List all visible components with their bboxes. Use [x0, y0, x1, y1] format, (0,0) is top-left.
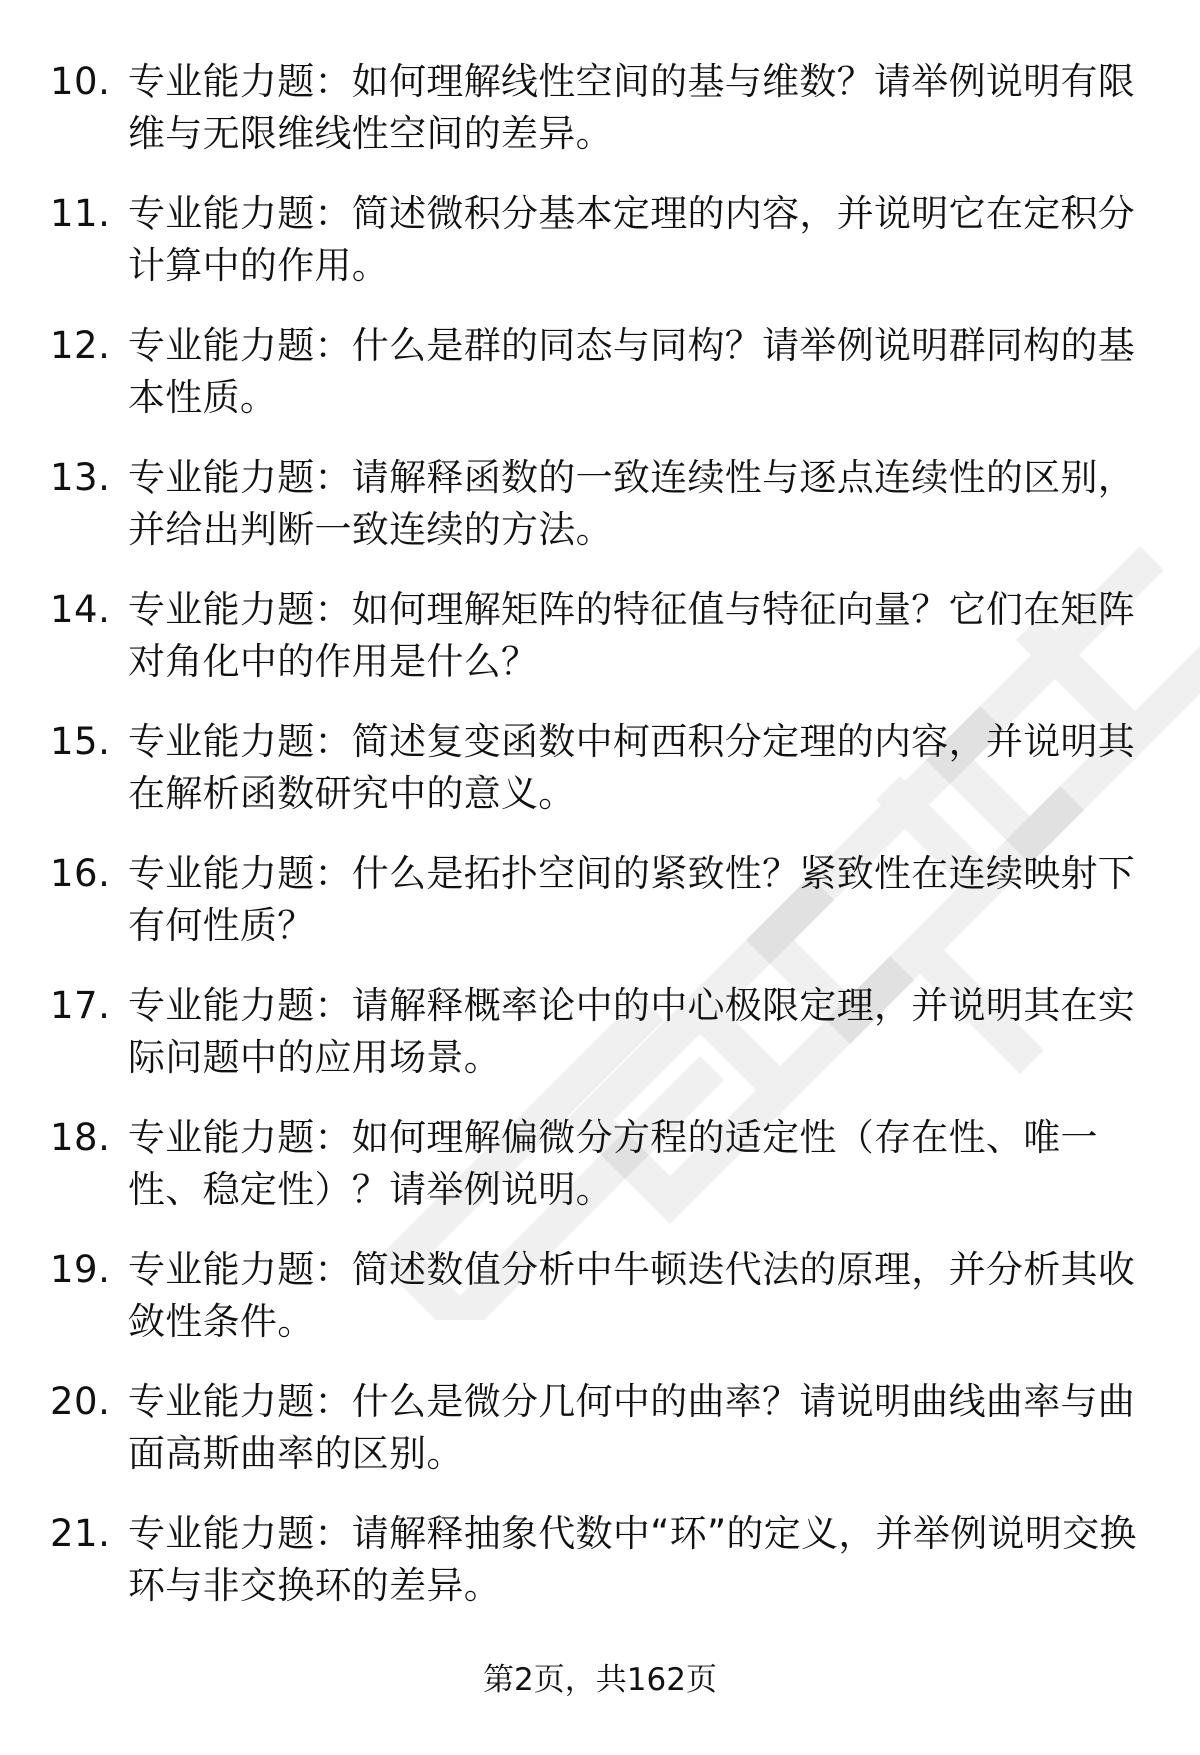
question-number: 17. — [50, 984, 111, 1027]
question-item — [50, 1112, 1150, 1244]
question-text: 专业能力题：简述微积分基本定理的内容，并说明它在定积分计算中的作用。 — [128, 192, 1136, 287]
question-item — [50, 1244, 1150, 1376]
question-item — [50, 452, 1150, 584]
question-number: 11. — [50, 192, 111, 235]
question-item — [50, 56, 1150, 188]
question-number: 20. — [50, 1380, 111, 1423]
question-text: 专业能力题：什么是群的同态与同构？请举例说明群同构的基本性质。 — [128, 324, 1136, 419]
question-text: 专业能力题：请解释概率论中的中心极限定理，并说明其在实际问题中的应用场景。 — [128, 984, 1136, 1079]
question-item — [50, 1376, 1150, 1508]
question-text: 专业能力题：请解释抽象代数中“环”的定义，并举例说明交换环与非交换环的差异。 — [128, 1512, 1137, 1607]
question-number: 21. — [50, 1512, 111, 1555]
question-number: 14. — [50, 588, 111, 631]
question-number: 10. — [50, 60, 111, 103]
question-item — [50, 848, 1150, 980]
page-footer — [0, 1660, 1200, 1700]
question-item — [50, 320, 1150, 452]
question-text: 专业能力题：如何理解线性空间的基与维数？请举例说明有限维与无限维线性空间的差异。 — [128, 60, 1136, 155]
question-text: 专业能力题：如何理解矩阵的特征值与特征向量？它们在矩阵对角化中的作用是什么？ — [128, 588, 1136, 683]
question-text: 专业能力题：什么是微分几何中的曲率？请说明曲线曲率与曲面高斯曲率的区别。 — [128, 1380, 1136, 1475]
question-list — [50, 56, 1150, 1640]
question-text: 专业能力题：简述复变函数中柯西积分定理的内容，并说明其在解析函数研究中的意义。 — [128, 720, 1136, 815]
question-item — [50, 188, 1150, 320]
question-text: 专业能力题：如何理解偏微分方程的适定性（存在性、唯一性、稳定性）？请举例说明。 — [128, 1116, 1098, 1211]
question-text: 专业能力题：简述数值分析中牛顿迭代法的原理，并分析其收敛性条件。 — [128, 1248, 1136, 1343]
question-text: 专业能力题：请解释函数的一致连续性与逐点连续性的区别，并给出判断一致连续的方法。 — [128, 456, 1136, 551]
question-number: 13. — [50, 456, 111, 499]
question-item — [50, 980, 1150, 1112]
question-item — [50, 1508, 1150, 1640]
question-number: 15. — [50, 720, 111, 763]
question-number: 12. — [50, 324, 111, 367]
page-number-label: 第2页，共162页 — [483, 1662, 717, 1698]
question-text: 专业能力题：什么是拓扑空间的紧致性？紧致性在连续映射下有何性质？ — [128, 852, 1136, 947]
question-item — [50, 584, 1150, 716]
question-number: 18. — [50, 1116, 111, 1159]
question-number: 19. — [50, 1248, 111, 1291]
question-item — [50, 716, 1150, 848]
question-number: 16. — [50, 852, 111, 895]
